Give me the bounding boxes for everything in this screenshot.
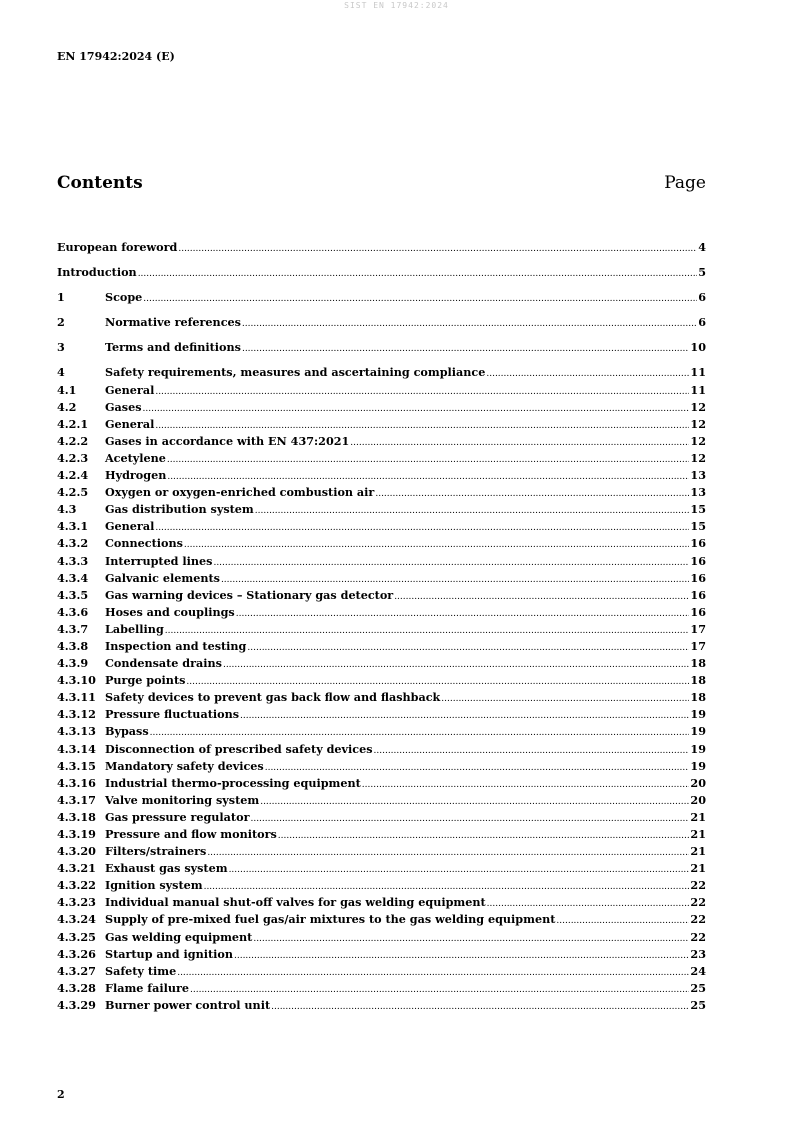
toc-entry-title: Pressure and flow monitors [105, 827, 277, 841]
contents-heading: Contents [57, 173, 143, 193]
toc-entry-title: Gas welding equipment [105, 929, 253, 944]
dot-leader [186, 674, 689, 687]
dot-leader [236, 606, 690, 619]
toc-entry-title: Purge points [105, 673, 186, 688]
toc-entry-title: Hydrogen [105, 468, 167, 483]
toc-entry[interactable] [57, 759, 706, 776]
toc-entry-number: 4.3.25 [57, 929, 96, 944]
toc-entry-number: 4.3.7 [57, 621, 89, 636]
toc-entry-title: Startup and ignition [105, 946, 233, 961]
toc-entry-page: 12 [690, 450, 706, 465]
dot-leader [375, 486, 689, 499]
toc-entry-page: 16 [690, 553, 706, 568]
toc-entry[interactable] [57, 468, 706, 485]
dot-leader [204, 879, 690, 892]
toc-entry-title: Condensate drains [105, 656, 222, 671]
toc-entry-number: 4.1 [57, 382, 77, 397]
dot-leader [486, 366, 689, 379]
toc-entry-title: Connections [105, 536, 183, 551]
dot-leader [143, 291, 697, 304]
toc-entry-page: 25 [690, 980, 706, 995]
dot-leader [150, 725, 690, 738]
toc-entry-title: Supply of pre-mixed fuel gas/air mixtures to the gas welding equipment [105, 912, 556, 927]
toc-entry-title: General [105, 416, 155, 431]
toc-entry[interactable] [57, 502, 706, 519]
toc-entry-page: 21 [690, 844, 706, 859]
toc-entry-number: 4.2.4 [57, 468, 89, 483]
toc-entry-title: Valve monitoring system [105, 792, 260, 807]
dot-leader [165, 623, 690, 636]
toc-entry-number: 4.3.3 [57, 553, 89, 568]
dot-leader [265, 760, 690, 773]
toc-entry-number: 4.3.26 [57, 946, 96, 961]
toc-entry-page: 18 [690, 673, 706, 688]
toc-entry-number: 4.3.2 [57, 536, 89, 551]
toc-entry-page: 12 [690, 399, 706, 414]
toc-entry[interactable] [57, 947, 706, 964]
toc-entry-number: 4.3.22 [57, 878, 96, 893]
toc-entry-page: 25 [690, 997, 706, 1012]
toc-entry-page: 12 [690, 433, 706, 448]
dot-leader [556, 913, 689, 926]
toc-entry-title: Acetylene [105, 450, 166, 465]
toc-entry[interactable] [57, 895, 706, 912]
toc-entry-page: 10 [690, 340, 706, 355]
toc-entry[interactable] [57, 536, 706, 553]
toc-entry-title: Industrial thermo-processing equipment [105, 775, 361, 790]
dot-leader [487, 896, 690, 909]
dot-leader [250, 811, 689, 824]
toc-entry-number: 4.3.23 [57, 895, 96, 910]
dot-leader [221, 572, 689, 585]
toc-entry[interactable] [57, 588, 706, 605]
dot-leader [207, 845, 689, 858]
toc-entry-page: 16 [690, 604, 706, 619]
toc-entry-title: Safety devices to prevent gas back flow and flashback [105, 690, 441, 705]
dot-leader [213, 555, 689, 568]
toc-entry-title: European foreword [57, 240, 178, 254]
toc-entry-page: 22 [690, 895, 706, 910]
toc-entry-page: 5 [698, 265, 706, 280]
toc-entry-title: Labelling [105, 621, 164, 636]
toc-entry[interactable] [57, 519, 706, 536]
dot-leader [155, 520, 689, 533]
toc-entry-page: 20 [690, 775, 706, 790]
dot-leader [255, 503, 690, 516]
toc-entry[interactable] [57, 878, 706, 895]
toc-entry[interactable] [57, 656, 706, 673]
toc-entry[interactable] [57, 861, 706, 878]
toc-entry-number: 4.3.4 [57, 570, 89, 585]
toc-entry-title: Normative references [105, 315, 241, 330]
toc-entry-number: 4.3.9 [57, 656, 89, 671]
toc-entry[interactable] [57, 964, 706, 981]
dot-leader [178, 241, 697, 254]
toc-entry-number: 3 [57, 340, 65, 355]
toc-entry[interactable] [57, 827, 706, 844]
toc-entry-number: 4.3.27 [57, 963, 96, 978]
toc-entry[interactable] [57, 290, 706, 307]
document-id: EN 17942:2024 (E) [57, 50, 175, 63]
toc-entry[interactable] [57, 365, 706, 382]
toc-entry-page: 19 [690, 707, 706, 722]
toc-entry-title: Bypass [105, 724, 149, 739]
toc-entry-title: Terms and definitions [105, 340, 241, 355]
toc-entry-page: 22 [690, 929, 706, 944]
toc-entry-title: Hoses and couplings [105, 604, 235, 619]
toc-entry-page: 13 [690, 485, 706, 500]
toc-entry-title: Interrupted lines [105, 553, 213, 568]
dot-leader [242, 341, 689, 354]
toc-entry[interactable] [57, 554, 706, 571]
toc-entry-number: 4.3.6 [57, 604, 89, 619]
toc-entry[interactable] [57, 622, 706, 639]
dot-leader [278, 828, 690, 841]
toc-entry-page: 11 [690, 365, 706, 380]
toc-entry-title: Mandatory safety devices [105, 758, 264, 773]
dot-leader [167, 452, 690, 465]
toc-entry-number: 4.3.1 [57, 519, 89, 534]
toc-entry-title: Gases in accordance with EN 437:2021 [105, 433, 350, 448]
toc-entry-page: 22 [690, 912, 706, 927]
toc-entry-title: Exhaust gas system [105, 861, 228, 876]
toc-entry-number: 4.3.29 [57, 997, 96, 1012]
toc-entry-number: 4.3.10 [57, 673, 96, 688]
toc-entry-page: 16 [690, 587, 706, 602]
toc-entry[interactable] [57, 315, 706, 332]
toc-entry-number: 4.2.5 [57, 485, 89, 500]
toc-entry-title: Galvanic elements [105, 570, 220, 585]
dot-leader [177, 965, 689, 978]
toc-entry[interactable] [57, 776, 706, 793]
toc-entry-title: Disconnection of prescribed safety devices [105, 741, 373, 756]
dot-leader [374, 743, 690, 756]
toc-entry-number: 2 [57, 315, 65, 330]
dot-leader [253, 931, 689, 944]
toc-entry-page: 11 [690, 382, 706, 397]
toc-entry-title: Gas pressure regulator [105, 809, 250, 824]
watermark: SIST EN 17942:2024 [344, 1, 449, 10]
toc-entry-number: 4.3.13 [57, 724, 96, 739]
dot-leader [247, 640, 689, 653]
toc-entry-title: Safety requirements, measures and ascertaining compliance [105, 365, 486, 380]
toc-entry-number: 4 [57, 365, 65, 380]
dot-leader [138, 266, 698, 279]
dot-leader [240, 708, 689, 721]
dot-leader [143, 401, 690, 414]
toc-entry-page: 6 [698, 315, 706, 330]
toc-entry[interactable] [57, 981, 706, 998]
toc-entry-number: 4.2.3 [57, 450, 89, 465]
toc-entry-page: 15 [690, 502, 706, 517]
toc-entry-title: Pressure fluctuations [105, 707, 240, 722]
toc-entry[interactable] [57, 810, 706, 827]
toc-entry[interactable] [57, 451, 706, 468]
toc-entry-page: 21 [690, 809, 706, 824]
toc-entry-page: 21 [690, 861, 706, 876]
toc-entry-title: Burner power control unit [105, 997, 271, 1012]
toc-entry[interactable] [57, 912, 706, 929]
dot-leader [271, 999, 689, 1012]
toc-entry[interactable] [57, 793, 706, 810]
toc-entry-number: 4.3.20 [57, 844, 96, 859]
toc-entry[interactable] [57, 605, 706, 622]
dot-leader [184, 537, 690, 550]
dot-leader [223, 657, 689, 670]
toc-entry-page: 17 [690, 621, 706, 636]
toc-entry-number: 4.3.28 [57, 980, 96, 995]
toc-entry-number: 4.3.14 [57, 741, 96, 756]
toc-entry-number: 4.3.8 [57, 638, 89, 653]
toc-entry[interactable] [57, 690, 706, 707]
toc-entry-title: Gas distribution system [105, 502, 254, 517]
toc-entry-number: 4.2 [57, 399, 77, 414]
dot-leader [155, 384, 689, 397]
toc-entry-page: 19 [690, 758, 706, 773]
toc-entry-number: 4.3.19 [57, 827, 96, 841]
toc-entry-title: Gases [105, 399, 142, 414]
toc-entry[interactable] [57, 844, 706, 861]
toc-entry-page: 6 [698, 290, 706, 305]
toc-entry-page: 21 [690, 827, 706, 841]
toc-entry-number: 4.3.5 [57, 587, 89, 602]
toc-entry-page: 17 [690, 638, 706, 653]
toc-entry[interactable] [57, 265, 706, 282]
toc-entry[interactable] [57, 417, 706, 434]
toc-entry[interactable] [57, 383, 706, 400]
toc-entry-title: Oxygen or oxygen-enriched combustion air [105, 485, 375, 500]
toc-entry-page: 16 [690, 536, 706, 551]
toc-entry-title: General [105, 519, 155, 534]
toc-entry[interactable] [57, 673, 706, 690]
toc-entry-page: 22 [690, 878, 706, 893]
dot-leader [394, 589, 689, 602]
toc-entry-number: 4.3.18 [57, 809, 96, 824]
page-number: 2 [57, 1088, 65, 1101]
dot-leader [260, 794, 689, 807]
toc-entry-number: 4.2.2 [57, 433, 89, 448]
toc-entry-page: 18 [690, 690, 706, 705]
page-column-label: Page [664, 173, 706, 193]
toc-entry-number: 4.3.16 [57, 775, 96, 790]
dot-leader [441, 691, 689, 704]
toc-entry[interactable] [57, 639, 706, 656]
dot-leader [350, 435, 689, 448]
toc-entry-number: 4.2.1 [57, 416, 89, 431]
dot-leader [167, 469, 689, 482]
toc-entry[interactable] [57, 400, 706, 417]
toc-entry-title: Ignition system [105, 878, 203, 893]
toc-entry-page: 19 [690, 741, 706, 756]
toc-entry[interactable] [57, 930, 706, 947]
toc-entry-page: 23 [690, 946, 706, 961]
toc-entry-title: General [105, 382, 155, 397]
toc-entry[interactable] [57, 742, 706, 759]
table-of-contents [57, 240, 706, 1015]
toc-entry-page: 16 [690, 570, 706, 585]
toc-entry-title: Flame failure [105, 980, 189, 995]
dot-leader [362, 777, 690, 790]
toc-entry-title: Gas warning devices – Stationary gas detector [105, 587, 394, 602]
toc-entry-page: 19 [690, 724, 706, 739]
toc-entry-number: 4.3.17 [57, 792, 96, 807]
toc-entry-title: Introduction [57, 265, 137, 280]
toc-entry-page: 18 [690, 656, 706, 671]
toc-entry[interactable] [57, 240, 706, 257]
dot-leader [155, 418, 689, 431]
dot-leader [242, 316, 697, 329]
toc-entry[interactable] [57, 434, 706, 451]
toc-entry[interactable] [57, 998, 706, 1015]
toc-entry-number: 4.3.24 [57, 912, 96, 927]
toc-entry-title: Filters/strainers [105, 844, 207, 859]
toc-entry-page: 12 [690, 416, 706, 431]
toc-entry[interactable] [57, 571, 706, 588]
toc-entry-page: 13 [690, 468, 706, 483]
toc-entry[interactable] [57, 707, 706, 724]
toc-entry-page: 24 [690, 963, 706, 978]
dot-leader [234, 948, 689, 961]
toc-entry-title: Scope [105, 290, 143, 305]
toc-entry-number: 4.3.11 [57, 690, 96, 705]
toc-entry-number: 4.3.21 [57, 861, 96, 876]
dot-leader [190, 982, 689, 995]
toc-entry-page: 20 [690, 792, 706, 807]
toc-entry-page: 15 [690, 519, 706, 534]
toc-entry[interactable] [57, 724, 706, 741]
toc-entry[interactable] [57, 485, 706, 502]
toc-entry-title: Inspection and testing [105, 638, 247, 653]
dot-leader [229, 862, 690, 875]
toc-entry-number: 4.3 [57, 502, 77, 517]
toc-entry-title: Individual manual shut-off valves for gas welding equipment [105, 895, 486, 910]
toc-entry-title: Safety time [105, 963, 177, 978]
toc-entry-number: 4.3.15 [57, 758, 96, 773]
toc-entry-page: 4 [698, 240, 706, 254]
toc-entry-number: 4.3.12 [57, 707, 96, 722]
toc-entry[interactable] [57, 340, 706, 357]
toc-entry-number: 1 [57, 290, 65, 305]
